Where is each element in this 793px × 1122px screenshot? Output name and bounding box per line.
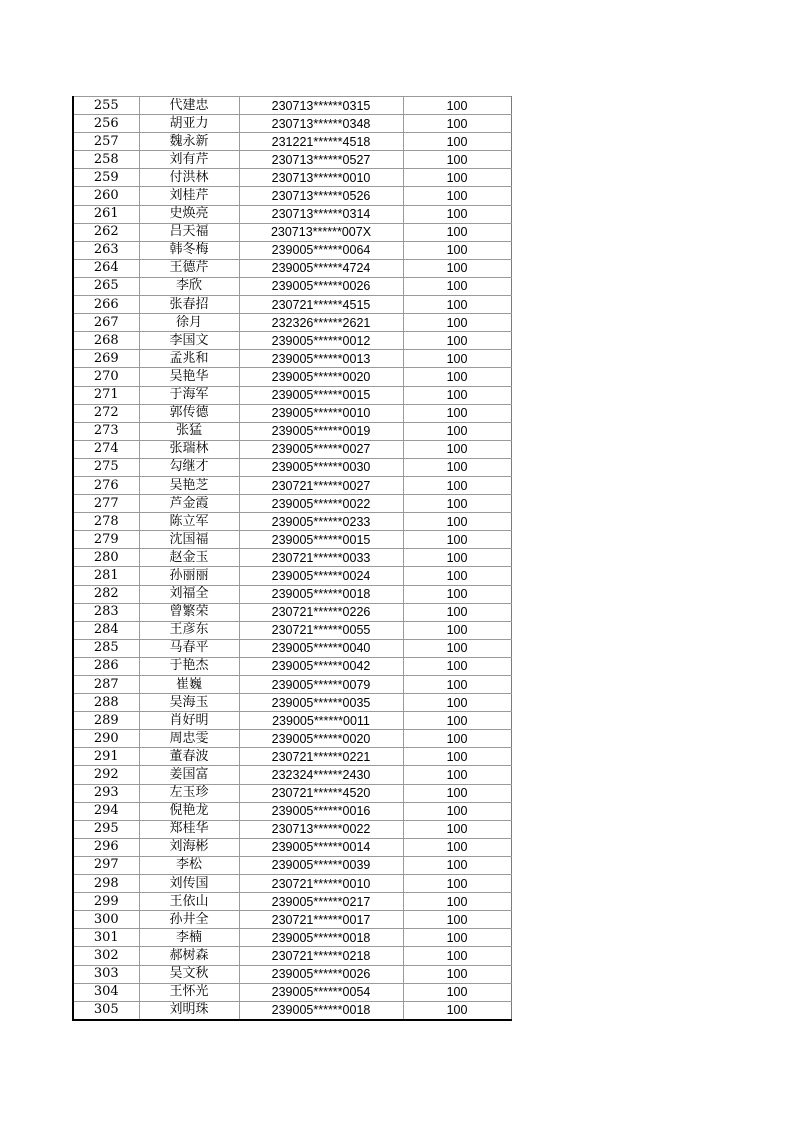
person-name-cell: 曾繁荣 [139,603,239,621]
table-row [73,748,511,766]
amount-cell: 100 [403,259,511,277]
id-number-cell: 239005******0015 [239,531,403,549]
table-row [73,802,511,820]
amount-cell: 100 [403,621,511,639]
amount-cell: 100 [403,151,511,169]
table-row [73,1001,511,1020]
amount-cell: 100 [403,766,511,784]
amount-cell: 100 [403,241,511,259]
row-number-cell: 278 [73,513,139,531]
id-number-cell: 230721******4520 [239,784,403,802]
table-row [73,929,511,947]
person-name-cell: 李国文 [139,332,239,350]
table-row [73,585,511,603]
table-row [73,639,511,657]
amount-cell: 100 [403,296,511,314]
id-number-cell: 239005******0018 [239,585,403,603]
person-name-cell: 赵金玉 [139,549,239,567]
person-name-cell: 吴艳芝 [139,476,239,494]
person-name-cell: 王德芹 [139,259,239,277]
id-number-cell: 232326******2621 [239,314,403,332]
row-number-cell: 280 [73,549,139,567]
amount-cell: 100 [403,983,511,1001]
amount-cell: 100 [403,911,511,929]
roster-table [72,96,512,1021]
row-number-cell: 282 [73,585,139,603]
table-row [73,838,511,856]
table-row [73,856,511,874]
row-number-cell: 295 [73,820,139,838]
id-number-cell: 230721******0017 [239,911,403,929]
id-number-cell: 239005******0039 [239,856,403,874]
amount-cell: 100 [403,820,511,838]
id-number-cell: 239005******4724 [239,259,403,277]
row-number-cell: 265 [73,277,139,295]
amount-cell: 100 [403,531,511,549]
table-row [73,241,511,259]
amount-cell: 100 [403,332,511,350]
id-number-cell: 239005******0018 [239,929,403,947]
person-name-cell: 吕天福 [139,223,239,241]
person-name-cell: 代建忠 [139,97,239,115]
id-number-cell: 239005******0040 [239,639,403,657]
table-row [73,440,511,458]
id-number-cell: 230721******0010 [239,875,403,893]
table-row [73,676,511,694]
amount-cell: 100 [403,712,511,730]
amount-cell: 100 [403,169,511,187]
table-row [73,259,511,277]
table-row [73,820,511,838]
person-name-cell: 沈国福 [139,531,239,549]
amount-cell: 100 [403,368,511,386]
id-number-cell: 230721******0226 [239,603,403,621]
amount-cell: 100 [403,277,511,295]
amount-cell: 100 [403,187,511,205]
amount-cell: 100 [403,404,511,422]
person-name-cell: 刘桂芹 [139,187,239,205]
row-number-cell: 291 [73,748,139,766]
table-row [73,314,511,332]
amount-cell: 100 [403,440,511,458]
person-name-cell: 倪艳龙 [139,802,239,820]
row-number-cell: 290 [73,730,139,748]
amount-cell: 100 [403,965,511,983]
amount-cell: 100 [403,838,511,856]
row-number-cell: 288 [73,694,139,712]
amount-cell: 100 [403,476,511,494]
person-name-cell: 吴文秋 [139,965,239,983]
id-number-cell: 239005******0233 [239,513,403,531]
amount-cell: 100 [403,133,511,151]
row-number-cell: 275 [73,458,139,476]
amount-cell: 100 [403,676,511,694]
row-number-cell: 276 [73,476,139,494]
person-name-cell: 刘有芹 [139,151,239,169]
row-number-cell: 299 [73,893,139,911]
amount-cell: 100 [403,784,511,802]
person-name-cell: 崔巍 [139,676,239,694]
row-number-cell: 272 [73,404,139,422]
table-row [73,712,511,730]
table-row [73,531,511,549]
row-number-cell: 300 [73,911,139,929]
row-number-cell: 255 [73,97,139,115]
person-name-cell: 李欣 [139,277,239,295]
amount-cell: 100 [403,802,511,820]
amount-cell: 100 [403,386,511,404]
id-number-cell: 230721******0221 [239,748,403,766]
person-name-cell: 孟兆和 [139,350,239,368]
id-number-cell: 239005******0014 [239,838,403,856]
person-name-cell: 郭传德 [139,404,239,422]
amount-cell: 100 [403,350,511,368]
person-name-cell: 王彦东 [139,621,239,639]
amount-cell: 100 [403,458,511,476]
person-name-cell: 郑桂华 [139,820,239,838]
amount-cell: 100 [403,639,511,657]
row-number-cell: 273 [73,422,139,440]
row-number-cell: 257 [73,133,139,151]
table-row [73,965,511,983]
roster-table-body [73,97,511,1020]
id-number-cell: 239005******0064 [239,241,403,259]
row-number-cell: 297 [73,856,139,874]
table-row [73,893,511,911]
table-row [73,133,511,151]
person-name-cell: 韩冬梅 [139,241,239,259]
table-row [73,97,511,115]
table-row [73,368,511,386]
id-number-cell: 232324******2430 [239,766,403,784]
table-row [73,784,511,802]
person-name-cell: 王怀光 [139,983,239,1001]
id-number-cell: 239005******0026 [239,965,403,983]
id-number-cell: 230721******4515 [239,296,403,314]
row-number-cell: 294 [73,802,139,820]
person-name-cell: 姜国富 [139,766,239,784]
id-number-cell: 239005******0035 [239,694,403,712]
person-name-cell: 张猛 [139,422,239,440]
id-number-cell: 239005******0012 [239,332,403,350]
person-name-cell: 付洪林 [139,169,239,187]
id-number-cell: 239005******0019 [239,422,403,440]
person-name-cell: 刘传国 [139,875,239,893]
row-number-cell: 268 [73,332,139,350]
row-number-cell: 264 [73,259,139,277]
amount-cell: 100 [403,115,511,133]
row-number-cell: 274 [73,440,139,458]
table-row [73,151,511,169]
id-number-cell: 230713******0348 [239,115,403,133]
table-row [73,296,511,314]
amount-cell: 100 [403,422,511,440]
person-name-cell: 吴艳华 [139,368,239,386]
row-number-cell: 302 [73,947,139,965]
row-number-cell: 270 [73,368,139,386]
person-name-cell: 徐月 [139,314,239,332]
id-number-cell: 230713******0315 [239,97,403,115]
id-number-cell: 230721******0033 [239,549,403,567]
table-row [73,567,511,585]
amount-cell: 100 [403,875,511,893]
table-row [73,549,511,567]
table-row [73,657,511,675]
row-number-cell: 266 [73,296,139,314]
person-name-cell: 刘明珠 [139,1001,239,1020]
row-number-cell: 262 [73,223,139,241]
row-number-cell: 256 [73,115,139,133]
row-number-cell: 286 [73,657,139,675]
row-number-cell: 296 [73,838,139,856]
amount-cell: 100 [403,567,511,585]
person-name-cell: 董春波 [139,748,239,766]
person-name-cell: 勾继才 [139,458,239,476]
person-name-cell: 王依山 [139,893,239,911]
person-name-cell: 孙井全 [139,911,239,929]
id-number-cell: 239005******0042 [239,657,403,675]
table-row [73,223,511,241]
id-number-cell: 239005******0020 [239,730,403,748]
row-number-cell: 283 [73,603,139,621]
person-name-cell: 芦金霞 [139,495,239,513]
row-number-cell: 298 [73,875,139,893]
amount-cell: 100 [403,495,511,513]
person-name-cell: 肖好明 [139,712,239,730]
id-number-cell: 230721******0027 [239,476,403,494]
row-number-cell: 303 [73,965,139,983]
table-row [73,187,511,205]
amount-cell: 100 [403,730,511,748]
table-row [73,476,511,494]
id-number-cell: 230713******0527 [239,151,403,169]
person-name-cell: 刘福全 [139,585,239,603]
person-name-cell: 史焕亮 [139,205,239,223]
amount-cell: 100 [403,205,511,223]
id-number-cell: 230721******0055 [239,621,403,639]
amount-cell: 100 [403,603,511,621]
person-name-cell: 吴海玉 [139,694,239,712]
row-number-cell: 287 [73,676,139,694]
amount-cell: 100 [403,585,511,603]
table-row [73,621,511,639]
row-number-cell: 293 [73,784,139,802]
row-number-cell: 289 [73,712,139,730]
id-number-cell: 230713******0022 [239,820,403,838]
row-number-cell: 285 [73,639,139,657]
person-name-cell: 左玉珍 [139,784,239,802]
table-row [73,458,511,476]
row-number-cell: 279 [73,531,139,549]
id-number-cell: 239005******0217 [239,893,403,911]
row-number-cell: 271 [73,386,139,404]
person-name-cell: 张春招 [139,296,239,314]
row-number-cell: 292 [73,766,139,784]
id-number-cell: 239005******0013 [239,350,403,368]
amount-cell: 100 [403,694,511,712]
table-row [73,422,511,440]
table-row [73,983,511,1001]
table-row [73,386,511,404]
id-number-cell: 230713******007X [239,223,403,241]
id-number-cell: 239005******0011 [239,712,403,730]
amount-cell: 100 [403,549,511,567]
person-name-cell: 于艳杰 [139,657,239,675]
table-row [73,513,511,531]
table-row [73,350,511,368]
row-number-cell: 260 [73,187,139,205]
person-name-cell: 李松 [139,856,239,874]
id-number-cell: 239005******0016 [239,802,403,820]
table-row [73,495,511,513]
id-number-cell: 239005******0022 [239,495,403,513]
id-number-cell: 239005******0018 [239,1001,403,1020]
amount-cell: 100 [403,513,511,531]
row-number-cell: 269 [73,350,139,368]
id-number-cell: 239005******0010 [239,404,403,422]
id-number-cell: 231221******4518 [239,133,403,151]
id-number-cell: 239005******0027 [239,440,403,458]
table-row [73,115,511,133]
id-number-cell: 239005******0054 [239,983,403,1001]
amount-cell: 100 [403,657,511,675]
table-row [73,766,511,784]
person-name-cell: 孙丽丽 [139,567,239,585]
table-row [73,911,511,929]
row-number-cell: 305 [73,1001,139,1020]
table-row [73,169,511,187]
id-number-cell: 230713******0314 [239,205,403,223]
table-row [73,277,511,295]
row-number-cell: 277 [73,495,139,513]
row-number-cell: 304 [73,983,139,1001]
row-number-cell: 263 [73,241,139,259]
person-name-cell: 陈立军 [139,513,239,531]
person-name-cell: 周忠雯 [139,730,239,748]
row-number-cell: 258 [73,151,139,169]
id-number-cell: 239005******0020 [239,368,403,386]
person-name-cell: 刘海彬 [139,838,239,856]
table-row [73,694,511,712]
row-number-cell: 259 [73,169,139,187]
amount-cell: 100 [403,97,511,115]
table-row [73,603,511,621]
table-row [73,205,511,223]
amount-cell: 100 [403,1001,511,1020]
id-number-cell: 239005******0026 [239,277,403,295]
row-number-cell: 267 [73,314,139,332]
row-number-cell: 284 [73,621,139,639]
person-name-cell: 李楠 [139,929,239,947]
id-number-cell: 230713******0010 [239,169,403,187]
person-name-cell: 马春平 [139,639,239,657]
row-number-cell: 261 [73,205,139,223]
table-row [73,730,511,748]
amount-cell: 100 [403,223,511,241]
amount-cell: 100 [403,947,511,965]
person-name-cell: 张瑞林 [139,440,239,458]
amount-cell: 100 [403,314,511,332]
table-row [73,404,511,422]
amount-cell: 100 [403,929,511,947]
amount-cell: 100 [403,856,511,874]
person-name-cell: 于海军 [139,386,239,404]
row-number-cell: 281 [73,567,139,585]
table-row [73,875,511,893]
id-number-cell: 230713******0526 [239,187,403,205]
row-number-cell: 301 [73,929,139,947]
table-row [73,947,511,965]
id-number-cell: 230721******0218 [239,947,403,965]
id-number-cell: 239005******0030 [239,458,403,476]
amount-cell: 100 [403,748,511,766]
person-name-cell: 魏永新 [139,133,239,151]
amount-cell: 100 [403,893,511,911]
table-row [73,332,511,350]
id-number-cell: 239005******0015 [239,386,403,404]
person-name-cell: 郝树森 [139,947,239,965]
id-number-cell: 239005******0024 [239,567,403,585]
id-number-cell: 239005******0079 [239,676,403,694]
person-name-cell: 胡亚力 [139,115,239,133]
